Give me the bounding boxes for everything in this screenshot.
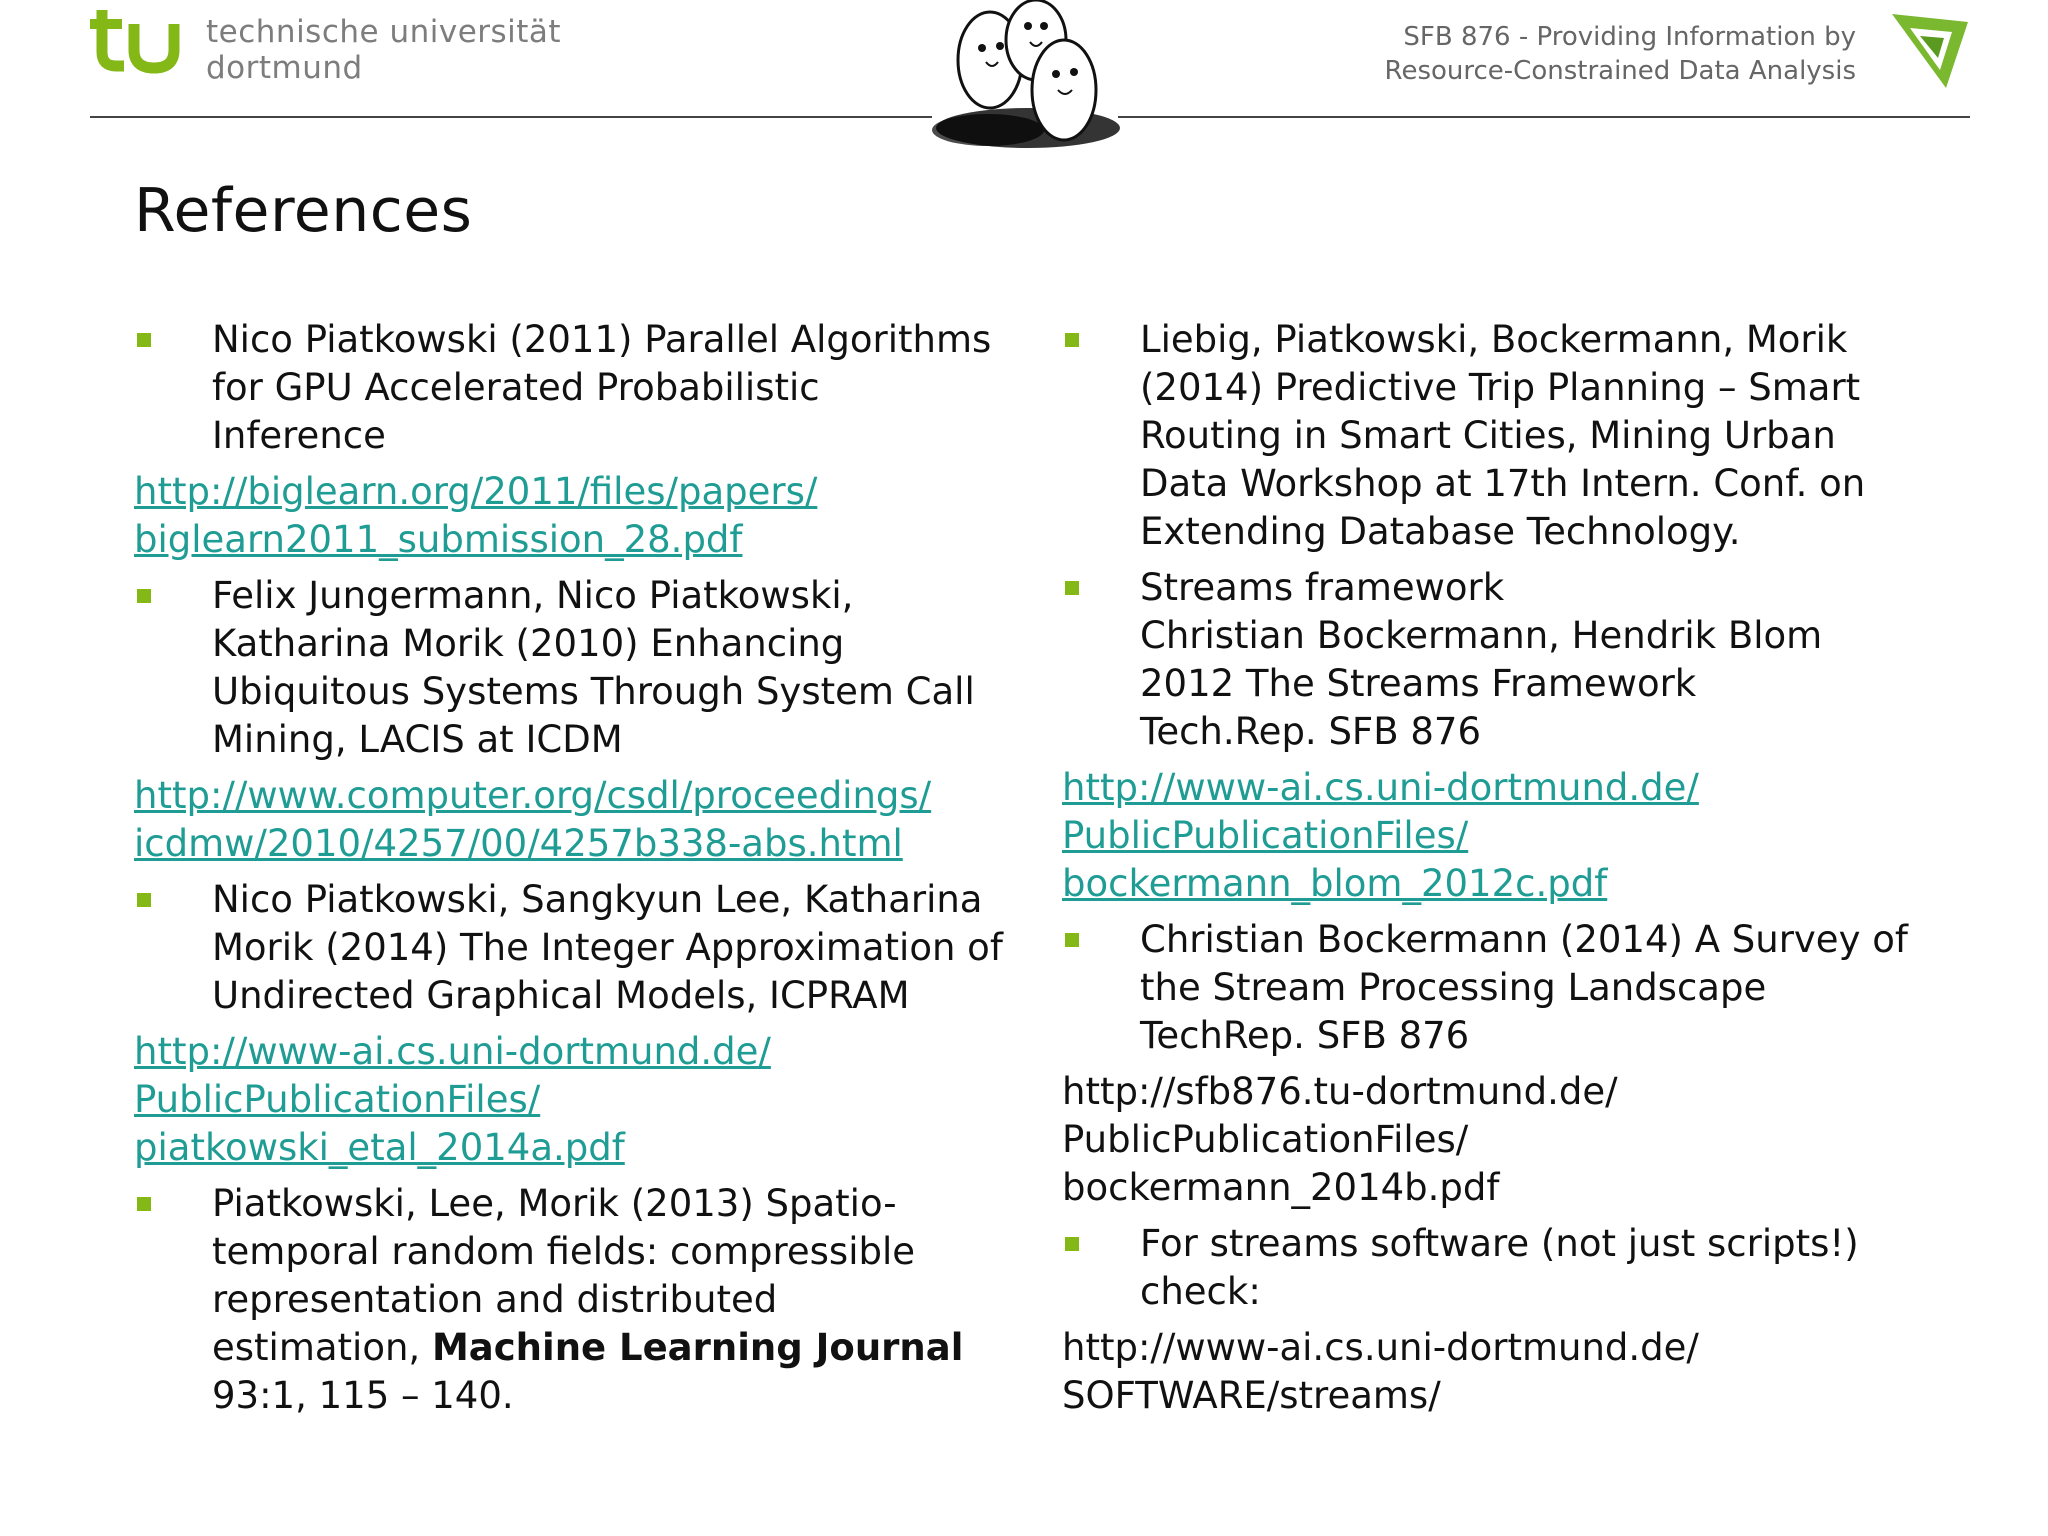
url-text: bockermann_2014b.pdf bbox=[1062, 1166, 1500, 1209]
bullet-icon bbox=[137, 893, 151, 907]
link-text[interactable]: piatkowski_etal_2014a.pdf bbox=[134, 1126, 625, 1169]
reference-text: Christian Bockermann, Hendrik Blom bbox=[1140, 614, 1823, 657]
reference-text: Data Workshop at 17th Intern. Conf. on bbox=[1140, 462, 1866, 505]
bullet-icon bbox=[137, 333, 151, 347]
university-line-2: dortmund bbox=[206, 50, 363, 86]
url-text: http://sfb876.tu-dortmund.de/ bbox=[1062, 1070, 1618, 1113]
sfb-name bbox=[1385, 20, 1856, 88]
bullet-icon bbox=[1065, 333, 1079, 347]
reference-text: Undirected Graphical Models, ICPRAM bbox=[212, 974, 910, 1017]
reference-text: TechRep. SFB 876 bbox=[1140, 1014, 1470, 1057]
link-text[interactable]: PublicPublicationFiles/ bbox=[1062, 814, 1469, 857]
link-text[interactable]: http://www-ai.cs.uni-dortmund.de/ bbox=[1062, 766, 1699, 809]
link-text[interactable]: icdmw/2010/4257/00/4257b338-abs.html bbox=[134, 822, 903, 865]
journal-name: Machine Learning Journal bbox=[431, 1326, 964, 1369]
reference-link[interactable] bbox=[134, 772, 1004, 868]
reference-text: estimation, bbox=[212, 1326, 432, 1369]
reference-text: For streams software (not just scripts!) bbox=[1140, 1222, 1859, 1265]
sfb-logo-icon bbox=[1888, 8, 1972, 92]
sfb-line-2: Resource-Constrained Data Analysis bbox=[1384, 56, 1856, 86]
reference-text: 93:1, 115 – 140. bbox=[212, 1374, 514, 1417]
reference-item bbox=[134, 572, 1004, 764]
bullet-icon bbox=[1065, 1237, 1079, 1251]
reference-item bbox=[1062, 564, 1932, 756]
reference-text: for GPU Accelerated Probabilistic bbox=[212, 366, 820, 409]
references-right-column bbox=[1062, 316, 1932, 1428]
reference-text: Inference bbox=[212, 414, 386, 457]
reference-item bbox=[1062, 916, 1932, 1060]
bullet-icon bbox=[137, 589, 151, 603]
link-text[interactable]: http://www.computer.org/csdl/proceedings/ bbox=[134, 774, 932, 817]
header-divider-left bbox=[90, 116, 932, 118]
link-text[interactable]: http://www-ai.cs.uni-dortmund.de/ bbox=[134, 1030, 771, 1073]
reference-link[interactable] bbox=[134, 1028, 1004, 1172]
references-left-column bbox=[134, 316, 1004, 1428]
reference-text: Streams framework bbox=[1140, 566, 1505, 609]
reference-text: Extending Database Technology. bbox=[1140, 510, 1741, 553]
reference-link[interactable] bbox=[1062, 764, 1932, 908]
reference-item bbox=[134, 876, 1004, 1020]
university-line-1: technische universität bbox=[206, 14, 562, 50]
page-title: References bbox=[134, 176, 473, 246]
slide-header bbox=[0, 0, 2048, 160]
reference-text: the Stream Processing Landscape bbox=[1140, 966, 1767, 1009]
reference-link[interactable] bbox=[134, 468, 1004, 564]
reference-text-with-journal bbox=[212, 1324, 1004, 1372]
eggs-mascot-icon bbox=[928, 0, 1120, 152]
header-divider-right bbox=[1118, 116, 1970, 118]
reference-text: Felix Jungermann, Nico Piatkowski, bbox=[212, 574, 854, 617]
reference-text: Mining, LACIS at ICDM bbox=[212, 718, 623, 761]
reference-text: Morik (2014) The Integer Approximation of bbox=[212, 926, 1003, 969]
url-text: PublicPublicationFiles/ bbox=[1062, 1118, 1469, 1161]
reference-text: Routing in Smart Cities, Mining Urban bbox=[1140, 414, 1836, 457]
reference-text: representation and distributed bbox=[212, 1278, 778, 1321]
reference-text: Nico Piatkowski, Sangkyun Lee, Katharina bbox=[212, 878, 983, 921]
reference-text: Tech.Rep. SFB 876 bbox=[1140, 710, 1481, 753]
reference-text: Piatkowski, Lee, Morik (2013) Spatio- bbox=[212, 1182, 897, 1225]
sfb-line-1: SFB 876 - Providing Information by bbox=[1403, 22, 1856, 52]
reference-text: Christian Bockermann (2014) A Survey of bbox=[1140, 918, 1908, 961]
reference-text: Liebig, Piatkowski, Bockermann, Morik bbox=[1140, 318, 1848, 361]
tu-logo-icon bbox=[90, 8, 190, 84]
reference-text: Katharina Morik (2010) Enhancing bbox=[212, 622, 845, 665]
reference-item bbox=[1062, 1220, 1932, 1316]
reference-url bbox=[1062, 1324, 1932, 1420]
reference-text: temporal random fields: compressible bbox=[212, 1230, 915, 1273]
reference-item bbox=[1062, 316, 1932, 556]
reference-text: Ubiquitous Systems Through System Call bbox=[212, 670, 975, 713]
url-text: http://www-ai.cs.uni-dortmund.de/ bbox=[1062, 1326, 1699, 1369]
link-text[interactable]: bockermann_blom_2012c.pdf bbox=[1062, 862, 1608, 905]
bullet-icon bbox=[137, 1197, 151, 1211]
bullet-icon bbox=[1065, 581, 1079, 595]
reference-item bbox=[134, 316, 1004, 460]
bullet-icon bbox=[1065, 933, 1079, 947]
reference-text: 2012 The Streams Framework bbox=[1140, 662, 1697, 705]
reference-text: Nico Piatkowski (2011) Parallel Algorithms bbox=[212, 318, 992, 361]
link-text[interactable]: biglearn2011_submission_28.pdf bbox=[134, 518, 743, 561]
reference-item bbox=[134, 1180, 1004, 1420]
url-text: SOFTWARE/streams/ bbox=[1062, 1374, 1441, 1417]
reference-text: check: bbox=[1140, 1270, 1261, 1313]
link-text[interactable]: http://biglearn.org/2011/files/papers/ bbox=[134, 470, 818, 513]
link-text[interactable]: PublicPublicationFiles/ bbox=[134, 1078, 541, 1121]
reference-url bbox=[1062, 1068, 1932, 1212]
reference-text: (2014) Predictive Trip Planning – Smart bbox=[1140, 366, 1861, 409]
university-name bbox=[206, 14, 561, 86]
